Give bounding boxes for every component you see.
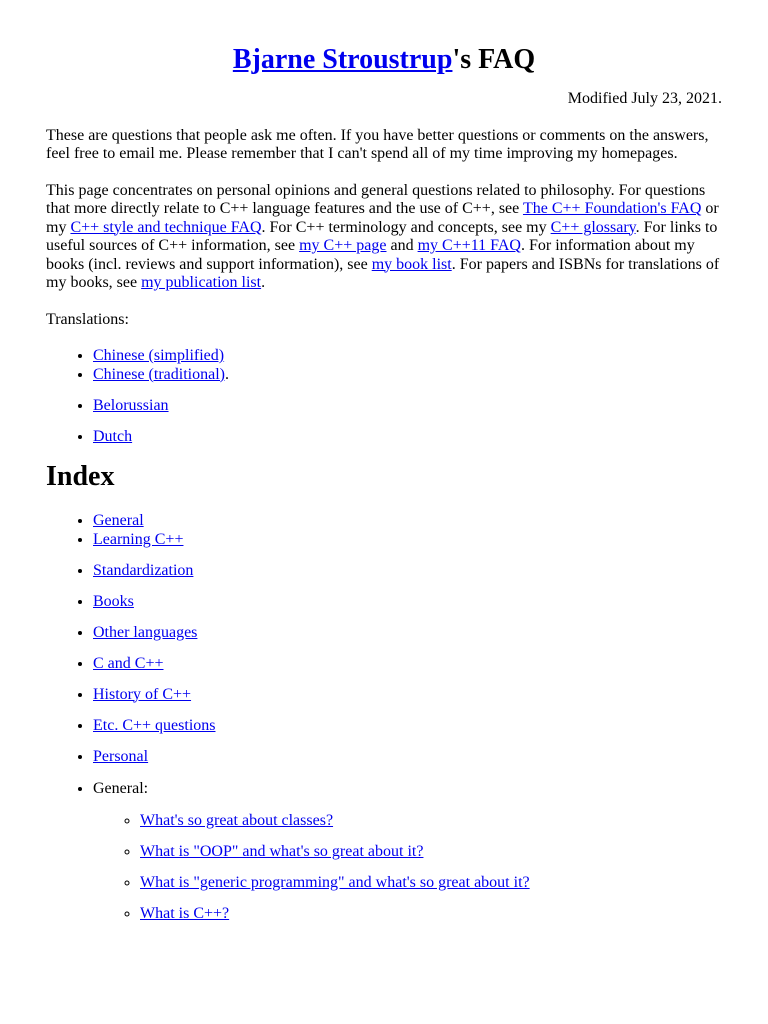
list-item (140, 843, 722, 862)
cpp-page-link[interactable]: my C++ page (299, 237, 387, 254)
list-item (140, 812, 722, 831)
style-technique-faq-link[interactable]: C++ style and technique FAQ (70, 218, 262, 236)
question-classes-link[interactable]: What's so great about classes? (140, 811, 334, 829)
index-general-link[interactable]: General (93, 512, 144, 529)
text-segment: This page concentrates on personal opinions and general questions related to philosophy. For questions that more directly relate to C++ language features and the use of C++, see (46, 181, 706, 217)
translations-label: Translations: (46, 310, 129, 328)
list-item (140, 874, 722, 893)
list-item (93, 624, 722, 643)
index-personal-link[interactable]: Personal (93, 747, 149, 765)
index-history-link[interactable]: History of C++ (93, 685, 192, 703)
list-item (93, 717, 722, 736)
trailing-period: . (224, 365, 229, 383)
index-list (46, 512, 722, 923)
index-learning-cpp-link[interactable]: Learning C++ (93, 530, 184, 548)
index-c-and-cpp-link[interactable]: C and C++ (93, 654, 164, 672)
list-item (93, 748, 722, 767)
list-item (93, 428, 722, 447)
list-item (93, 397, 722, 416)
general-label: General: (93, 780, 149, 797)
text-segment: . For links to useful sources of C++ information, see (46, 218, 718, 254)
index-books-link[interactable]: Books (93, 592, 134, 610)
list-item (93, 655, 722, 674)
list-item (93, 512, 722, 531)
general-section (93, 780, 722, 923)
list-item (93, 562, 722, 581)
title-suffix: 's FAQ (452, 44, 536, 75)
cpp-foundation-faq-link[interactable]: The C++ Foundation's FAQ (522, 200, 702, 217)
page-title (46, 0, 722, 77)
intro-paragraph: These are questions that people ask me often. If you have better questions or comments on the answers, feel free to email me. Please remember that I can't spend all of my time improving my homepages. (46, 126, 709, 162)
text-segment: . For information about my books (incl. reviews and support information), see (46, 237, 695, 273)
list-item (93, 366, 722, 385)
glossary-link[interactable]: C++ glossary (550, 218, 636, 236)
question-oop-link[interactable]: What is "OOP" and what's so great about it? (140, 842, 424, 860)
index-heading: Index (46, 461, 115, 492)
text-segment: and (386, 237, 418, 254)
index-standardization-link[interactable]: Standardization (93, 561, 194, 579)
translation-dutch-link[interactable]: Dutch (93, 427, 133, 445)
translation-belorussian-link[interactable]: Belorussian (93, 396, 169, 414)
text-segment: or my (46, 200, 719, 236)
list-item (93, 347, 722, 366)
cpp11-faq-link[interactable]: my C++11 FAQ (417, 237, 521, 254)
list-item (93, 531, 722, 550)
index-etc-questions-link[interactable]: Etc. C++ questions (93, 716, 216, 734)
list-item (93, 593, 722, 612)
book-list-link[interactable]: my book list (371, 255, 452, 273)
translation-chinese-traditional-link[interactable]: Chinese (traditional) (93, 365, 225, 383)
text-segment: . For papers and ISBNs for translations of my books, see (46, 255, 720, 291)
concentrates-paragraph (46, 182, 722, 293)
publication-list-link[interactable]: my publication list (141, 274, 262, 291)
question-generic-programming-link[interactable]: What is "generic programming" and what's so great about it? (140, 873, 530, 891)
text-segment: . For C++ terminology and concepts, see my (261, 218, 551, 236)
modified-date: Modified July 23, 2021. (567, 90, 722, 107)
translations-list (46, 347, 722, 446)
index-other-languages-link[interactable]: Other languages (93, 623, 198, 641)
general-questions-list (93, 812, 722, 924)
author-link[interactable]: Bjarne Stroustrup (232, 44, 453, 75)
translation-chinese-simplified-link[interactable]: Chinese (simplified) (93, 347, 225, 364)
list-item (93, 686, 722, 705)
text-segment: . (261, 274, 266, 291)
question-what-is-cpp-link[interactable]: What is C++? (140, 904, 230, 922)
list-item (140, 905, 722, 924)
